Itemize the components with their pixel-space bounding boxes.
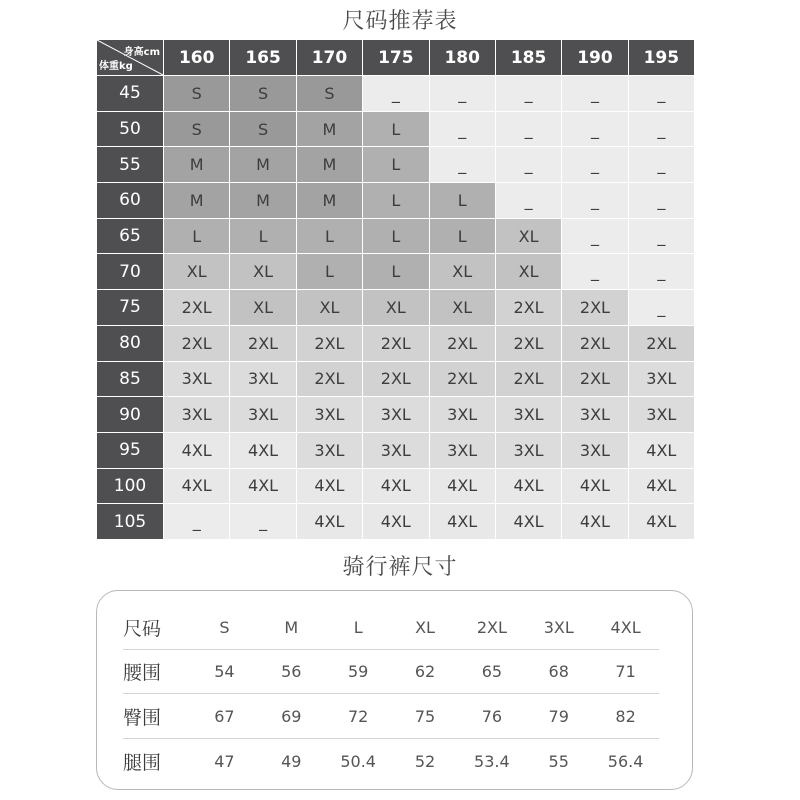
weight-header: 50 xyxy=(97,112,163,147)
size-cell: _ xyxy=(562,219,627,254)
corner-header xyxy=(97,40,163,75)
size-cell: 4XL xyxy=(629,469,694,504)
size-cell: _ xyxy=(230,504,295,539)
size-recommendation-grid xyxy=(97,40,694,539)
height-header: 165 xyxy=(230,40,295,75)
size-cell: 4XL xyxy=(297,469,362,504)
weight-header: 80 xyxy=(97,326,163,361)
pants-value: 54 xyxy=(214,661,235,681)
size-cell: 3XL xyxy=(297,433,362,468)
weight-header: 65 xyxy=(97,219,163,254)
pants-row-label: 腰围 xyxy=(123,661,162,684)
size-cell: _ xyxy=(629,290,694,325)
pants-row-label: 腿围 xyxy=(123,751,162,774)
size-cell: 3XL xyxy=(230,362,295,397)
size-cell: M xyxy=(164,183,229,218)
size-cell: 2XL xyxy=(230,326,295,361)
size-cell: S xyxy=(230,112,295,147)
size-cell: 3XL xyxy=(629,362,694,397)
pants-size-title: 骑行裤尺寸 xyxy=(342,555,458,580)
size-cell: L xyxy=(164,219,229,254)
size-cell: L xyxy=(230,219,295,254)
size-cell: M xyxy=(297,183,362,218)
pants-value: 3XL xyxy=(543,617,574,637)
size-cell: _ xyxy=(496,147,561,182)
size-cell: M xyxy=(230,183,295,218)
size-cell: 3XL xyxy=(496,397,561,432)
weight-header: 85 xyxy=(97,362,163,397)
size-cell: L xyxy=(430,219,495,254)
size-cell: L xyxy=(363,112,428,147)
size-cell: _ xyxy=(562,112,627,147)
size-cell: XL xyxy=(363,290,428,325)
size-cell: 3XL xyxy=(496,433,561,468)
size-cell: 2XL xyxy=(164,326,229,361)
weight-header: 75 xyxy=(97,290,163,325)
size-cell: 2XL xyxy=(496,326,561,361)
size-cell: 3XL xyxy=(430,433,495,468)
height-header: 170 xyxy=(297,40,362,75)
size-cell: 3XL xyxy=(164,362,229,397)
size-cell: _ xyxy=(562,76,627,111)
size-cell: 4XL xyxy=(496,504,561,539)
pants-row xyxy=(123,739,659,783)
size-cell: _ xyxy=(629,147,694,182)
size-cell: 3XL xyxy=(230,397,295,432)
size-cell: XL xyxy=(230,254,295,289)
size-cell: L xyxy=(297,219,362,254)
size-cell: XL xyxy=(430,290,495,325)
pants-row-label: 臀围 xyxy=(123,706,162,729)
size-cell: M xyxy=(297,147,362,182)
size-cell: 3XL xyxy=(363,397,428,432)
size-cell: 2XL xyxy=(297,326,362,361)
size-cell: 4XL xyxy=(363,469,428,504)
size-cell: 2XL xyxy=(562,362,627,397)
size-cell: 2XL xyxy=(562,326,627,361)
size-cell: 4XL xyxy=(297,504,362,539)
size-cell: 2XL xyxy=(562,290,627,325)
pants-value: 4XL xyxy=(610,617,641,637)
height-header: 175 xyxy=(363,40,428,75)
size-cell: L xyxy=(363,147,428,182)
size-cell: L xyxy=(363,219,428,254)
pants-value: 55 xyxy=(548,751,569,771)
weight-header: 55 xyxy=(97,147,163,182)
size-cell: _ xyxy=(629,183,694,218)
weight-unit-label: 体重kg xyxy=(99,61,133,72)
size-cell: _ xyxy=(562,183,627,218)
size-cell: 3XL xyxy=(164,397,229,432)
height-header: 160 xyxy=(164,40,229,75)
pants-value: 53.4 xyxy=(474,751,510,771)
height-header: 185 xyxy=(496,40,561,75)
size-cell: 4XL xyxy=(496,469,561,504)
pants-header-row xyxy=(123,605,659,650)
size-cell: _ xyxy=(363,76,428,111)
size-cell: XL xyxy=(496,254,561,289)
pants-value: 56.4 xyxy=(607,751,644,771)
pants-value: 75 xyxy=(414,706,436,726)
height-header: 190 xyxy=(562,40,627,75)
size-cell: 3XL xyxy=(363,433,428,468)
size-cell: 4XL xyxy=(230,433,295,468)
size-cell: S xyxy=(164,112,229,147)
size-cell: 3XL xyxy=(562,433,627,468)
size-cell: XL xyxy=(297,290,362,325)
size-cell: _ xyxy=(562,254,627,289)
pants-value: 59 xyxy=(347,661,369,681)
size-cell: _ xyxy=(496,183,561,218)
size-cell: 2XL xyxy=(496,362,561,397)
size-cell: _ xyxy=(496,112,561,147)
pants-value: 65 xyxy=(481,661,503,681)
pants-value: S xyxy=(219,617,230,637)
size-cell: 3XL xyxy=(430,397,495,432)
pants-value: 82 xyxy=(615,706,636,726)
size-cell: XL xyxy=(230,290,295,325)
weight-header: 95 xyxy=(97,433,163,468)
size-cell: M xyxy=(164,147,229,182)
size-cell: 4XL xyxy=(629,504,694,539)
weight-header: 90 xyxy=(97,397,163,432)
weight-header: 105 xyxy=(97,504,163,539)
size-cell: 4XL xyxy=(562,504,627,539)
height-unit-label: 身高cm xyxy=(123,47,160,58)
size-cell: _ xyxy=(430,76,495,111)
size-cell: 4XL xyxy=(430,469,495,504)
pants-value: M xyxy=(284,617,299,637)
size-cell: _ xyxy=(430,147,495,182)
pants-value: XL xyxy=(415,617,435,637)
size-cell: 2XL xyxy=(363,362,428,397)
pants-row xyxy=(123,694,659,739)
pants-row-label: 尺码 xyxy=(123,617,162,640)
size-cell: _ xyxy=(629,219,694,254)
size-cell: 3XL xyxy=(297,397,362,432)
weight-header: 100 xyxy=(97,469,163,504)
pants-value: 50.4 xyxy=(340,751,376,771)
pants-value: 52 xyxy=(414,751,436,771)
height-header: 195 xyxy=(629,40,694,75)
pants-value: 47 xyxy=(214,751,235,771)
pants-value: L xyxy=(353,617,363,637)
size-cell: M xyxy=(230,147,295,182)
size-cell: 2XL xyxy=(164,290,229,325)
size-cell: XL xyxy=(430,254,495,289)
size-cell: 2XL xyxy=(629,326,694,361)
size-cell: _ xyxy=(629,254,694,289)
size-cell: XL xyxy=(164,254,229,289)
size-cell: 2XL xyxy=(297,362,362,397)
size-cell: S xyxy=(230,76,295,111)
size-cell: _ xyxy=(629,76,694,111)
pants-value: 79 xyxy=(548,706,569,726)
pants-value: 69 xyxy=(281,706,302,726)
size-cell: 3XL xyxy=(562,397,627,432)
pants-value: 56 xyxy=(281,661,302,681)
size-cell: L xyxy=(430,183,495,218)
pants-value: 67 xyxy=(214,706,235,726)
size-cell: 4XL xyxy=(430,504,495,539)
pants-row xyxy=(123,649,659,694)
size-cell: _ xyxy=(562,147,627,182)
size-cell: 4XL xyxy=(629,433,694,468)
size-cell: 4XL xyxy=(164,469,229,504)
size-cell: XL xyxy=(496,219,561,254)
pants-size-table xyxy=(96,590,693,790)
pants-value: 2XL xyxy=(476,617,507,637)
size-cell: 2XL xyxy=(430,326,495,361)
pants-value: 72 xyxy=(347,706,369,726)
weight-header: 45 xyxy=(97,76,163,111)
weight-header: 60 xyxy=(97,183,163,218)
pants-value: 71 xyxy=(615,661,636,681)
size-cell: 2XL xyxy=(496,290,561,325)
size-cell: S xyxy=(164,76,229,111)
pants-value: 68 xyxy=(548,661,569,681)
size-cell: _ xyxy=(164,504,229,539)
weight-header: 70 xyxy=(97,254,163,289)
size-cell: M xyxy=(297,112,362,147)
size-cell: S xyxy=(297,76,362,111)
size-cell: L xyxy=(363,254,428,289)
size-cell: 4XL xyxy=(164,433,229,468)
size-cell: L xyxy=(297,254,362,289)
size-cell: 2XL xyxy=(363,326,428,361)
height-header: 180 xyxy=(430,40,495,75)
pants-value: 62 xyxy=(414,661,436,681)
size-cell: _ xyxy=(430,112,495,147)
size-cell: _ xyxy=(629,112,694,147)
size-cell: 3XL xyxy=(629,397,694,432)
size-cell: 4XL xyxy=(230,469,295,504)
pants-value: 76 xyxy=(481,706,503,726)
size-cell: L xyxy=(363,183,428,218)
size-chart-title: 尺码推荐表 xyxy=(342,9,458,34)
size-cell: 2XL xyxy=(430,362,495,397)
size-cell: _ xyxy=(496,76,561,111)
pants-value: 49 xyxy=(281,751,302,771)
size-cell: 4XL xyxy=(562,469,627,504)
size-cell: 4XL xyxy=(363,504,428,539)
